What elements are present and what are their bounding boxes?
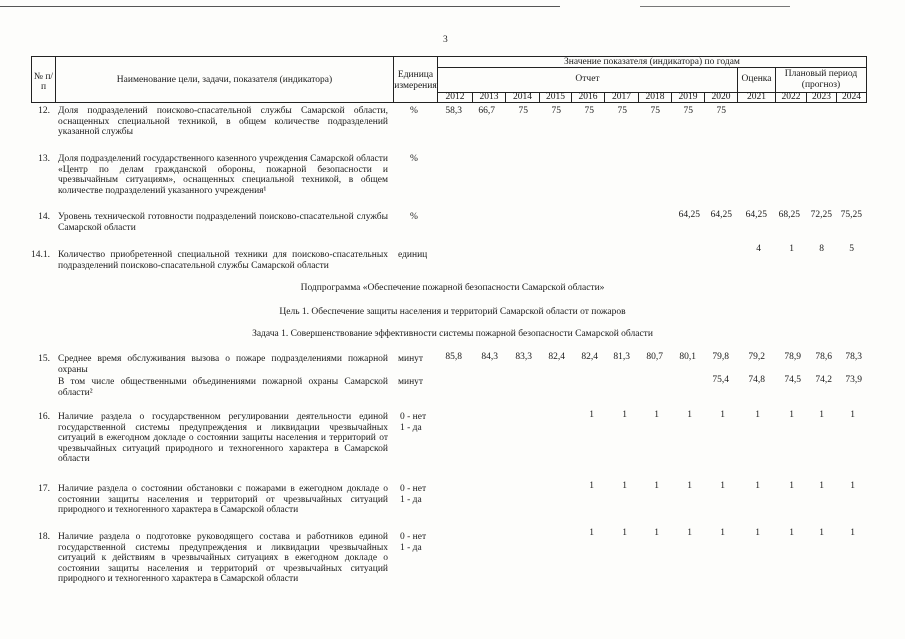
value-2021: 1 (755, 410, 760, 420)
value-2024: 78,3 (845, 352, 862, 362)
year-2024: 2024 (842, 92, 861, 102)
value-2024: 5 (849, 244, 854, 254)
value-2016: 1 (589, 528, 594, 538)
scan-edge-line (0, 6, 560, 7)
row-number: 12. (38, 106, 50, 116)
value-2019: 80,1 (679, 352, 696, 362)
value-2018: 75 (650, 106, 660, 116)
value-2020: 75,4 (712, 375, 729, 385)
value-2019: 75 (683, 106, 693, 116)
value-2023: 78,6 (815, 352, 832, 362)
header-estimate: Оценка (741, 74, 772, 84)
subprogram-heading: Подпрограмма «Обеспечение пожарной безопасности Самарской области» (300, 283, 605, 293)
year-2023: 2023 (812, 92, 831, 102)
value-2021: 1 (755, 481, 760, 491)
value-2018: 1 (654, 481, 659, 491)
value-2023: 74,2 (815, 375, 832, 385)
value-2023: 8 (819, 244, 824, 254)
value-2018: 1 (654, 528, 659, 538)
row-unit: 0 - нет 1 - да (400, 532, 427, 553)
row-unit: 0 - нет 1 - да (400, 484, 427, 505)
value-2024: 1 (850, 410, 855, 420)
value-2016: 1 (589, 481, 594, 491)
year-2019: 2019 (678, 92, 698, 102)
row-unit: % (410, 154, 418, 164)
row-name: Среднее время обслуживания вызова о пожаре подразделениями пожарной охраны (58, 354, 388, 375)
value-2023: 1 (819, 528, 824, 538)
task-heading: Задача 1. Совершенствование эффективности системы пожарной безопасности Самарской области (252, 329, 653, 339)
value-2020: 1 (720, 528, 725, 538)
value-2024: 73,9 (845, 375, 862, 385)
value-2014: 75 (518, 106, 528, 116)
value-2024: 1 (850, 481, 855, 491)
year-2016: 2016 (578, 92, 598, 102)
year-2013: 2013 (479, 92, 499, 102)
header-name: Наименование цели, задачи, показателя (индикатора) (116, 75, 333, 85)
value-2018: 80,7 (646, 352, 663, 362)
row-number: 14.1. (31, 250, 50, 260)
value-2024: 1 (850, 528, 855, 538)
value-2020: 75 (716, 106, 726, 116)
value-2019: 1 (687, 410, 692, 420)
year-2022: 2022 (781, 92, 801, 102)
value-2012: 58,3 (445, 106, 462, 116)
value-2022: 68,25 (778, 210, 800, 220)
row-unit: минут (398, 354, 424, 364)
row-name: Наличие раздела о подготовке руководящего состава и работников единой государственной системы предупреждения и ликвидации чрезвычайных ситуаций к действиям в чрезвычайных ситуациях в ежегодном докладе о состоянии защиты населения и территорий от чрезвычайных ситуаций природного и техногенного характера в Самарской области (58, 532, 388, 585)
value-2021: 4 (756, 244, 761, 254)
value-2013: 66,7 (478, 106, 495, 116)
row-number: 18. (38, 532, 50, 542)
value-2021: 1 (755, 528, 760, 538)
year-2021: 2021 (747, 92, 766, 102)
row-name: Доля подразделений государственного казенного учреждения Самарской области «Центр по делам гражданской обороны, пожарной безопасности и чрезвычайным ситуациям», оснащенных специальной техникой, в общем количестве подразделений указанного учреждения¹ (58, 154, 388, 196)
value-2013: 84,3 (481, 352, 498, 362)
header-report: Отчет (575, 74, 600, 84)
value-2018: 1 (654, 410, 659, 420)
row-number: 15. (38, 354, 50, 364)
value-2016: 82,4 (581, 352, 598, 362)
value-2021: 79,2 (748, 352, 765, 362)
header-values-title: Значение показателя (индикатора) по годам (564, 57, 740, 67)
value-2014: 83,3 (515, 352, 532, 362)
year-2015: 2015 (546, 92, 565, 102)
value-2022: 1 (789, 244, 794, 254)
value-2023: 1 (819, 410, 824, 420)
row-unit: 0 - нет 1 - да (400, 412, 427, 433)
value-2017: 75 (617, 106, 627, 116)
value-2015: 82,4 (548, 352, 565, 362)
year-2017: 2017 (612, 92, 631, 102)
value-2016: 75 (584, 106, 594, 116)
row-unit: % (410, 212, 418, 222)
row-unit: % (410, 106, 418, 116)
year-2020: 2020 (711, 92, 731, 102)
value-2020: 1 (720, 481, 725, 491)
row-name: Доля подразделений поисково-спасательной службы Самарской области, оснащенных специальной техникой, в общем количестве подразделений указанной службы (58, 106, 388, 138)
row-name: Наличие раздела о состоянии обстановки с пожарами в ежегодном докладе о состоянии защиты населения и территорий от чрезвычайных ситуаций природного и техногенного характера в Самарской области (58, 484, 388, 516)
value-2019: 1 (687, 481, 692, 491)
page-number: 3 (443, 35, 448, 45)
row-name: Уровень технической готовности подразделений поисково-спасательной службы Самарской области (58, 212, 388, 233)
value-2017: 81,3 (613, 352, 630, 362)
row-number: 13. (38, 154, 50, 164)
value-2023: 72,25 (810, 210, 832, 220)
row-name: Наличие раздела о государственном регулировании деятельности единой государственной системы предупреждения и ликвидации чрезвычайных ситуаций в ежегодном докладе о состоянии защиты населения и территорий от чрезвычайных ситуаций природного и техногенного характера в Самарской области (58, 412, 388, 465)
value-2021: 74,8 (748, 375, 765, 385)
header-num: № п/п (33, 72, 54, 92)
year-2018: 2018 (645, 92, 665, 102)
value-2019: 64,25 (678, 210, 700, 220)
goal-heading: Цель 1. Обеспечение защиты населения и территорий Самарской области от пожаров (279, 307, 626, 317)
header-unit: Единица измерения (394, 70, 437, 91)
value-2017: 1 (622, 410, 627, 420)
value-2016: 1 (589, 410, 594, 420)
row-number: 17. (38, 484, 50, 494)
row-name: Количество приобретенной специальной техники для поисково-спасательных подразделений поисково-спасательной службы Самарской области (58, 250, 388, 271)
value-2015: 75 (551, 106, 561, 116)
value-2022: 1 (789, 410, 794, 420)
row-unit: минут (398, 377, 424, 387)
value-2022: 74,5 (784, 375, 801, 385)
value-2024: 75,25 (840, 210, 862, 220)
year-2014: 2014 (513, 92, 532, 102)
value-2021: 64,25 (745, 210, 767, 220)
scan-edge-line (640, 6, 790, 7)
row-name: В том числе общественными объединениями пожарной охраны Самарской области² (58, 377, 388, 398)
value-2020: 79,8 (712, 352, 729, 362)
value-2022: 1 (789, 528, 794, 538)
value-2020: 1 (720, 410, 725, 420)
value-2019: 1 (687, 528, 692, 538)
value-2017: 1 (622, 481, 627, 491)
row-number: 14. (38, 212, 50, 222)
value-2020: 64,25 (710, 210, 732, 220)
value-2017: 1 (622, 528, 627, 538)
value-2023: 1 (819, 481, 824, 491)
value-2022: 78,9 (784, 352, 801, 362)
header-plan: Плановый период (прогноз) (784, 69, 858, 90)
value-2022: 1 (789, 481, 794, 491)
year-2012: 2012 (445, 92, 465, 102)
value-2012: 85,8 (445, 352, 462, 362)
row-unit: единиц (398, 250, 428, 260)
row-number: 16. (38, 412, 50, 422)
